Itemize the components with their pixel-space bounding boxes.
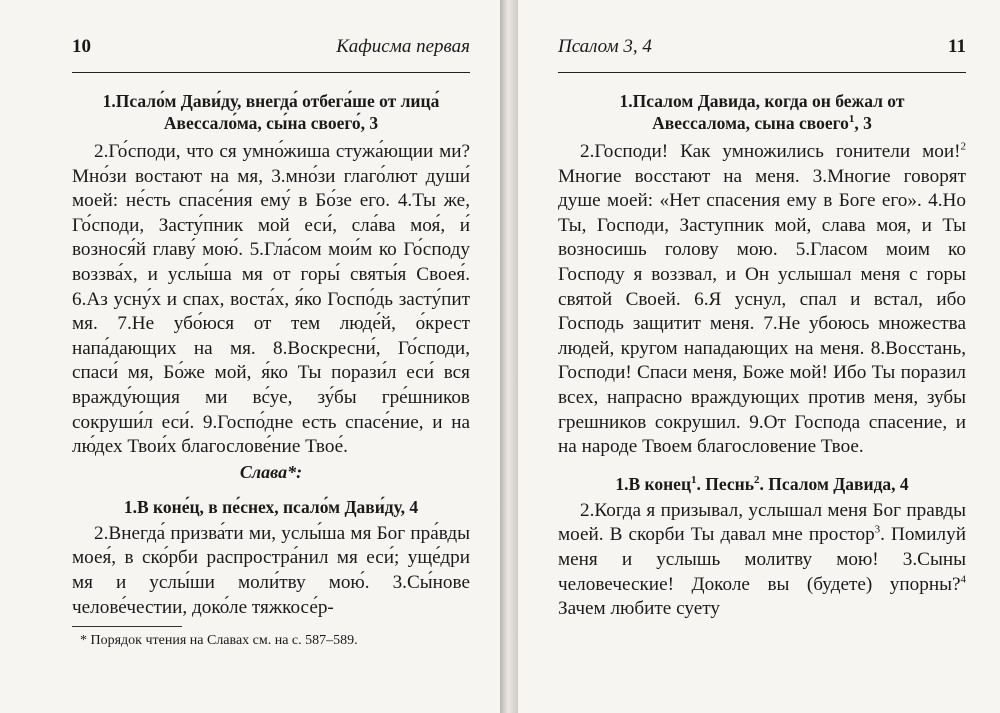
footnote-ref-1: 1 <box>848 113 855 126</box>
psalm3-church-slavonic-text <box>72 140 470 460</box>
psalm4-russian-text <box>558 499 966 622</box>
psalm4-russian-title <box>558 474 966 495</box>
page-number-left: 10 <box>72 36 91 57</box>
right-page-header <box>558 32 966 73</box>
right-page <box>518 0 1000 713</box>
psalm3-ru-title-line2-text: Авессалома, сына своего <box>652 113 849 133</box>
footnote-text: Порядок чтения на Славах см. на с. 587–589. <box>90 633 358 649</box>
psalm4-footnote-ref-1: 1 <box>691 473 697 486</box>
psalm4-ru-text-a: 2.Когда я призывал, услышал меня Бог правды моей. В скорби Ты давал мне простор <box>558 499 966 546</box>
running-head-left: Кафисма первая <box>336 36 470 57</box>
psalm3-ru-title-line1: 1.Псалом Давида, когда он бежал от <box>619 91 905 111</box>
psalm3-church-slavonic-title <box>72 90 470 134</box>
psalm4-ru-text-c: Зачем любите суету <box>558 598 720 620</box>
psalm3-russian-paragraph <box>558 140 966 460</box>
psalm3-title-line1: 1.Псало́м Дави́ду, внегда́ отбега́ше от лица́ <box>102 91 440 111</box>
left-page-header <box>72 32 470 73</box>
psalm3-russian-title <box>558 90 966 134</box>
psalm4-ru-title-a: 1.В конец <box>615 473 692 494</box>
psalm3-ru-text-b: Многие восстают на меня. 3.Многие говорят душе моей: «Нет спасения ему в Боге его». 4.Но Ты, Господи, Заступник мой, слава моя, и Ты возносишь голову мою. 5.Гласом моим ко Господу я воззвал, и Он услышал меня с горы святой Своей. 6.Я уснул, спал и встал, ибо Господь защитит меня. 7.Не убоюсь множества людей, кругом нападающих на меня. 8.Восстань, Господи! Спаси меня, Боже мой! Ибо Ты поразил всех, напрасно враждующих против меня, зубы грешников сокрушил. 9.От Господа спасение, и на народе Твоем благословение Твое. <box>558 165 966 458</box>
psalm3-slavonic-paragraph: 2.Го́споди, что ся умно́жиша стужа́ющии ми? Мно́зи востают на мя, 3.мно́зи глаго́лют души́ моей: не́сть спасе́ния ему́ в Бо́зе его. 4.Ты же, Го́споди, Засту́пник мой еси́, сла́ва моя́, и́ вознося́й главу́ мою́. 5.Гла́сом мои́м ко Го́споду воззва́х, и услы́ша мя от горы́ святы́я Своея́. 6.Аз усну́х и спах, воста́х, я́ко Госпо́дь засту́пит мя. 7.Не убо́юся от тем люде́й, о́крест напа́дающих на мя. 8.Воскресни́, Го́споди, спаси́ мя, Бо́же мой, я́ко Ты порази́л еси́ вся вражду́ющия ми вс́уе, зу́бы гре́шников сокруши́л еси́. 9.Госпо́дне есть спасе́ние, и на лю́дех Твои́х благослове́ние Твое́. <box>72 141 470 458</box>
footnote-ref-4: 4 <box>960 573 966 586</box>
psalm4-ru-text-b: . Помилуй меня и услышь молитву мою! 3.Сыны человеческие! Доколе вы (будете) упорны? <box>558 524 966 595</box>
running-head-right: Псалом 3, 4 <box>558 36 652 57</box>
psalm3-title-line2: Авессало́ма, сы́на своего́, 3 <box>163 113 379 133</box>
psalm4-russian-paragraph <box>558 499 966 622</box>
footnote <box>72 633 470 649</box>
footnote-ref-2: 2 <box>960 140 966 153</box>
slava-mark: *: <box>287 461 303 482</box>
footnote-ref-3: 3 <box>874 523 881 536</box>
psalm3-ru-text-a: 2.Господи! Как умножились гонители мои! <box>580 141 961 162</box>
psalm4-footnote-ref-2: 2 <box>753 473 760 486</box>
book-gutter <box>500 0 518 713</box>
psalm4-slavonic-paragraph: 2.Внегда́ призва́ти ми, услы́ша мя Бог пра́вды моея́, в ско́рби распростра́нил мя еси́; уще́дри мя и услы́ши моли́тву мою́. 3.Сы́нове челове́честии, доко́ле тяжкосе́р- <box>72 522 470 618</box>
psalm4-ru-title-b: . Песнь <box>696 473 754 494</box>
psalm3-ru-title-end: , 3 <box>854 113 872 133</box>
slava-label: Слава <box>239 461 288 482</box>
footnote-rule <box>72 626 182 627</box>
slava-heading <box>72 462 470 483</box>
psalm3-russian-text <box>558 140 966 460</box>
psalm4-ru-title-c: . Псалом Давида, 4 <box>759 473 909 494</box>
footnote-mark: * <box>80 633 87 649</box>
page-number-right: 11 <box>948 36 966 57</box>
psalm3-ru-title-line2 <box>558 112 966 134</box>
psalm4-church-slavonic-title: 1.В коне́ц, в пе́снех, псало́м Дави́ду, 4 <box>123 496 419 517</box>
psalm4-church-slavonic-text <box>72 522 470 620</box>
